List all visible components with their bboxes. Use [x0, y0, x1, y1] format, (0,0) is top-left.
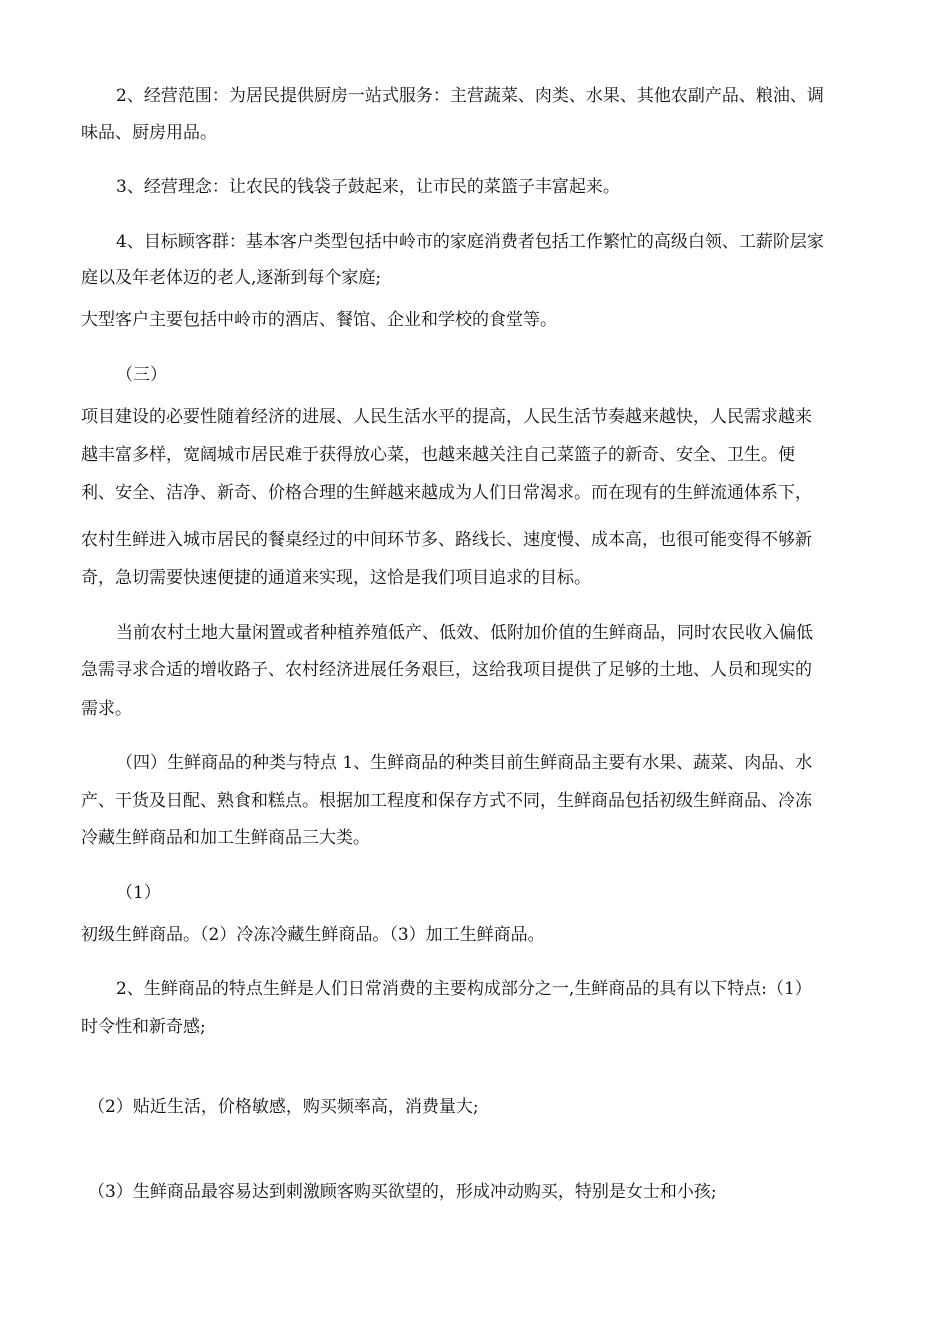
- text-line: 初级生鲜商品。（2）冷冻冷藏生鲜商品。（3）加工生鲜商品。: [81, 925, 545, 945]
- text-line: 大型客户主要包括中岭市的酒店、餐馆、企业和学校的食堂等。: [81, 310, 557, 330]
- text-line: 3、经营理念：让农民的钱袋子鼓起来，让市民的菜篮子丰富起来。: [116, 177, 620, 197]
- text-line: 奇，急切需要快速便捷的通道来实现，这恰是我们项目追求的目标。: [81, 568, 591, 588]
- text-line: 味品、厨房用品。: [81, 123, 217, 143]
- text-line: 2、生鲜商品的特点生鲜是人们日常消费的主要构成部分之一,生鲜商品的具有以下特点:（1）: [116, 979, 812, 999]
- text-line: 产、干货及日配、熟食和糕点。根据加工程度和保存方式不同，生鲜商品包括初级生鲜商品、冷冻: [81, 791, 812, 811]
- text-line: 2、经营范围：为居民提供厨房一站式服务：主营蔬菜、肉类、水果、其他农副产品、粮油、调: [116, 86, 824, 106]
- text-line: 农村生鲜进入城市居民的餐桌经过的中间环节多、路线长、速度慢、成本高，也很可能变得不够新: [81, 530, 812, 550]
- text-line: （2）贴近生活，价格敏感，购买频率高，消费量大;: [88, 1097, 479, 1117]
- list-marker: （1）: [116, 883, 161, 903]
- text-line: 利、安全、洁净、新奇、价格合理的生鲜越来越成为人们日常渴求。而在现有的生鲜流通体系下，: [81, 483, 812, 503]
- text-line: 庭以及年老体迈的老人,逐渐到每个家庭;: [81, 268, 382, 288]
- section-heading: （三）: [116, 365, 167, 385]
- text-line: 冷藏生鲜商品和加工生鲜商品三大类。: [81, 828, 370, 848]
- text-line: 时令性和新奇感;: [81, 1017, 206, 1037]
- text-line: 需求。: [81, 699, 132, 719]
- text-line: 越丰富多样，宽阔城市居民难于获得放心菜，也越来越关注自己菜篮子的新奇、安全、卫生。便: [81, 445, 795, 465]
- text-line: （3）生鲜商品最容易达到刺激顾客购买欲望的，形成冲动购买，特别是女士和小孩;: [88, 1182, 717, 1202]
- text-line: 当前农村土地大量闲置或者种植养殖低产、低效、低附加价值的生鲜商品，同时农民收入偏低: [116, 623, 813, 643]
- text-line: 项目建设的必要性随着经济的进展、人民生活水平的提高，人民生活节奏越来越快，人民需求越来: [81, 407, 812, 427]
- text-line: （四）生鲜商品的种类与特点 1、生鲜商品的种类目前生鲜商品主要有水果、蔬菜、肉品、水: [116, 753, 813, 773]
- text-line: 4、目标顾客群：基本客户类型包括中岭市的家庭消费者包括工作繁忙的高级白领、工薪阶层家: [116, 232, 824, 252]
- text-line: 急需寻求合适的增收路子、农村经济进展任务艰巨，这给我项目提供了足够的土地、人员和现实的: [81, 660, 812, 680]
